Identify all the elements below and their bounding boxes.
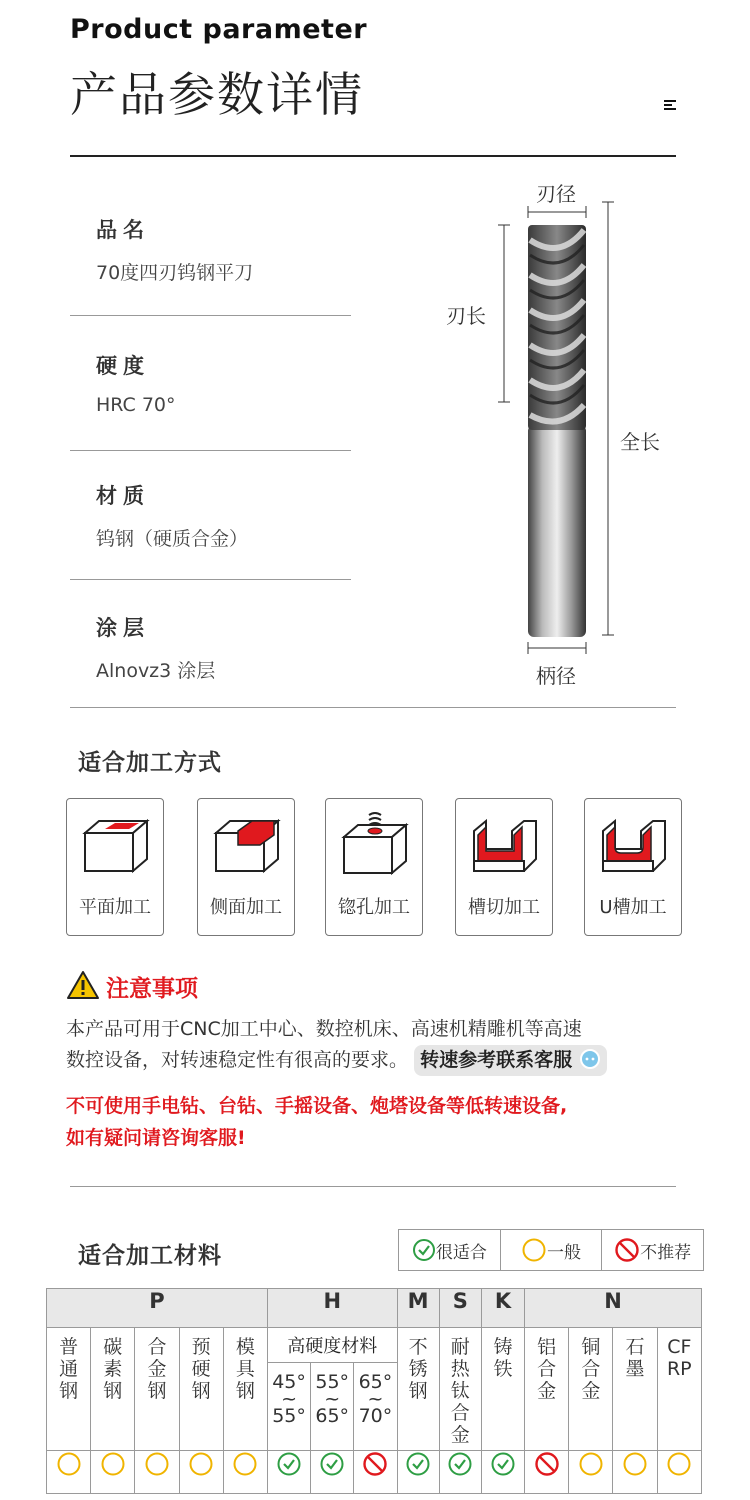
param-label-coating: 涂层 xyxy=(96,616,150,640)
circle-icon xyxy=(232,1451,258,1481)
circle-icon xyxy=(622,1451,648,1481)
total-length-label: 全长 xyxy=(620,430,660,454)
check-circle-icon xyxy=(319,1451,345,1481)
machining-title: 适合加工方式 xyxy=(78,750,222,776)
header-divider xyxy=(70,155,676,157)
hardness-range-2: 65° ~ 70° xyxy=(354,1363,397,1451)
material-label: 石 墨 xyxy=(625,1336,645,1380)
u-slot-icon xyxy=(593,809,673,879)
suitability-cell xyxy=(47,1451,91,1494)
section-divider xyxy=(70,1186,676,1187)
material-label: 碳 素 钢 xyxy=(103,1336,123,1402)
prohibited-icon xyxy=(362,1451,388,1481)
face-milling-icon xyxy=(75,809,155,879)
hardness-range-1: 55° ~ 65° xyxy=(311,1363,354,1451)
param-value-hardness: HRC 70° xyxy=(96,394,176,416)
legend-not-recommended: 不推荐 xyxy=(602,1230,703,1270)
suitability-cell xyxy=(267,1451,310,1494)
machining-label: U槽加工 xyxy=(599,897,667,918)
suitability-cell xyxy=(397,1451,439,1494)
material-other-4 xyxy=(569,1328,613,1451)
materials-table xyxy=(46,1288,702,1494)
blade-length-label: 刃长 xyxy=(446,304,486,328)
group-row xyxy=(47,1289,702,1328)
material-p-2 xyxy=(135,1328,179,1451)
suitability-legend xyxy=(398,1229,704,1271)
material-other-0 xyxy=(397,1328,439,1451)
material-p-1 xyxy=(91,1328,135,1451)
suitability-row xyxy=(47,1451,702,1494)
circle-icon xyxy=(56,1451,82,1481)
prohibited-icon xyxy=(534,1451,560,1481)
suitability-cell xyxy=(569,1451,613,1494)
english-title: Product parameter xyxy=(70,14,368,45)
circle-icon xyxy=(521,1237,547,1263)
section-divider xyxy=(70,707,676,708)
machining-label: 平面加工 xyxy=(79,897,151,918)
group-k: K xyxy=(481,1289,524,1328)
machining-card-face xyxy=(66,798,164,936)
side-milling-icon xyxy=(206,809,286,879)
notice-line-1: 本产品可用于CNC加工中心、数控机床、高速机精雕机等高速 xyxy=(66,1018,582,1040)
machining-card-counterbore xyxy=(325,798,423,936)
shank-diameter-label: 柄径 xyxy=(536,664,576,688)
divider xyxy=(70,450,351,451)
pill-label: 转速参考联系客服 xyxy=(420,1049,573,1071)
machining-card-u-slot xyxy=(584,798,682,936)
chinese-title: 产品参数详情 xyxy=(70,68,364,123)
param-label-hardness: 硬度 xyxy=(96,354,150,378)
machining-label: 侧面加工 xyxy=(210,897,282,918)
warning-line-1: 不可使用手电钻、台钻、手摇设备、炮塔设备等低转速设备, xyxy=(66,1095,568,1117)
check-circle-icon xyxy=(490,1451,516,1481)
notice-title: 注意事项 xyxy=(106,976,198,1002)
counterbore-icon xyxy=(334,809,414,879)
material-label: 铜 合 金 xyxy=(581,1336,601,1402)
prohibited-icon xyxy=(614,1237,640,1263)
warning-icon xyxy=(66,970,100,1000)
material-label: 模 具 钢 xyxy=(235,1336,255,1402)
circle-icon xyxy=(578,1451,604,1481)
check-circle-icon xyxy=(276,1451,302,1481)
param-value-coating: Alnovz3 涂层 xyxy=(96,660,216,682)
material-other-3 xyxy=(525,1328,569,1451)
param-value-material: 钨钢（硬质合金） xyxy=(96,528,249,550)
circle-icon xyxy=(188,1451,214,1481)
shank-shape xyxy=(528,425,586,637)
machining-label: 槽切加工 xyxy=(468,897,540,918)
machining-label: 锪孔加工 xyxy=(338,897,410,918)
notice-line-2: 数控设备，对转速稳定性有很高的要求。 xyxy=(66,1049,409,1071)
machining-card-slot xyxy=(455,798,553,936)
group-m: M xyxy=(397,1289,439,1328)
chat-bubble-icon xyxy=(579,1048,601,1070)
suitability-cell xyxy=(179,1451,223,1494)
material-other-5 xyxy=(613,1328,657,1451)
material-p-3 xyxy=(179,1328,223,1451)
suitability-cell xyxy=(525,1451,569,1494)
material-other-2 xyxy=(481,1328,524,1451)
slot-cutting-icon xyxy=(464,809,544,879)
divider xyxy=(70,315,351,316)
legend-average: 一般 xyxy=(501,1230,603,1270)
material-label: 耐 热 钛 合 金 xyxy=(450,1336,470,1446)
materials-title: 适合加工材料 xyxy=(78,1243,222,1269)
check-circle-icon xyxy=(412,1238,436,1262)
param-label-name: 品名 xyxy=(96,218,150,242)
machining-card-side xyxy=(197,798,295,936)
material-label: CF RP xyxy=(666,1336,692,1380)
divider xyxy=(70,579,351,580)
suitability-cell xyxy=(657,1451,701,1494)
suitability-cell xyxy=(135,1451,179,1494)
material-other-1 xyxy=(439,1328,481,1451)
material-other-6 xyxy=(657,1328,701,1451)
high-hardness-header: 高硬度材料 xyxy=(267,1328,397,1363)
suitability-cell xyxy=(223,1451,267,1494)
group-h: H xyxy=(267,1289,397,1328)
end-mill-diagram xyxy=(440,170,700,700)
suitability-cell xyxy=(613,1451,657,1494)
warning-line-2: 如有疑问请咨询客服! xyxy=(66,1127,246,1149)
material-label: 普 通 钢 xyxy=(59,1336,79,1402)
material-p-0 xyxy=(47,1328,91,1451)
suitability-cell xyxy=(311,1451,354,1494)
legend-very-suitable: 很适合 xyxy=(399,1230,501,1270)
param-label-material: 材质 xyxy=(96,484,150,508)
circle-icon xyxy=(666,1451,692,1481)
hardness-range-0: 45° ~ 55° xyxy=(267,1363,310,1451)
blade-diameter-label: 刃径 xyxy=(536,182,576,206)
circle-icon xyxy=(100,1451,126,1481)
material-label: 合 金 钢 xyxy=(147,1336,167,1402)
group-n: N xyxy=(525,1289,702,1328)
material-label: 不 锈 钢 xyxy=(408,1336,428,1402)
material-label: 铝 合 金 xyxy=(537,1336,557,1402)
material-p-4 xyxy=(223,1328,267,1451)
group-p: P xyxy=(47,1289,268,1328)
suitability-cell xyxy=(481,1451,524,1494)
menu-icon xyxy=(664,100,676,112)
customer-service-pill[interactable] xyxy=(414,1045,607,1076)
material-label: 预 硬 钢 xyxy=(191,1336,211,1402)
circle-icon xyxy=(144,1451,170,1481)
check-circle-icon xyxy=(447,1451,473,1481)
suitability-cell xyxy=(354,1451,397,1494)
suitability-cell xyxy=(439,1451,481,1494)
group-s: S xyxy=(439,1289,481,1328)
suitability-cell xyxy=(91,1451,135,1494)
notice-line-2-wrap xyxy=(66,1045,706,1076)
param-value-name: 70度四刃钨钢平刀 xyxy=(96,262,254,284)
material-label: 铸 铁 xyxy=(493,1336,513,1380)
header-row-1 xyxy=(47,1328,702,1363)
check-circle-icon xyxy=(405,1451,431,1481)
